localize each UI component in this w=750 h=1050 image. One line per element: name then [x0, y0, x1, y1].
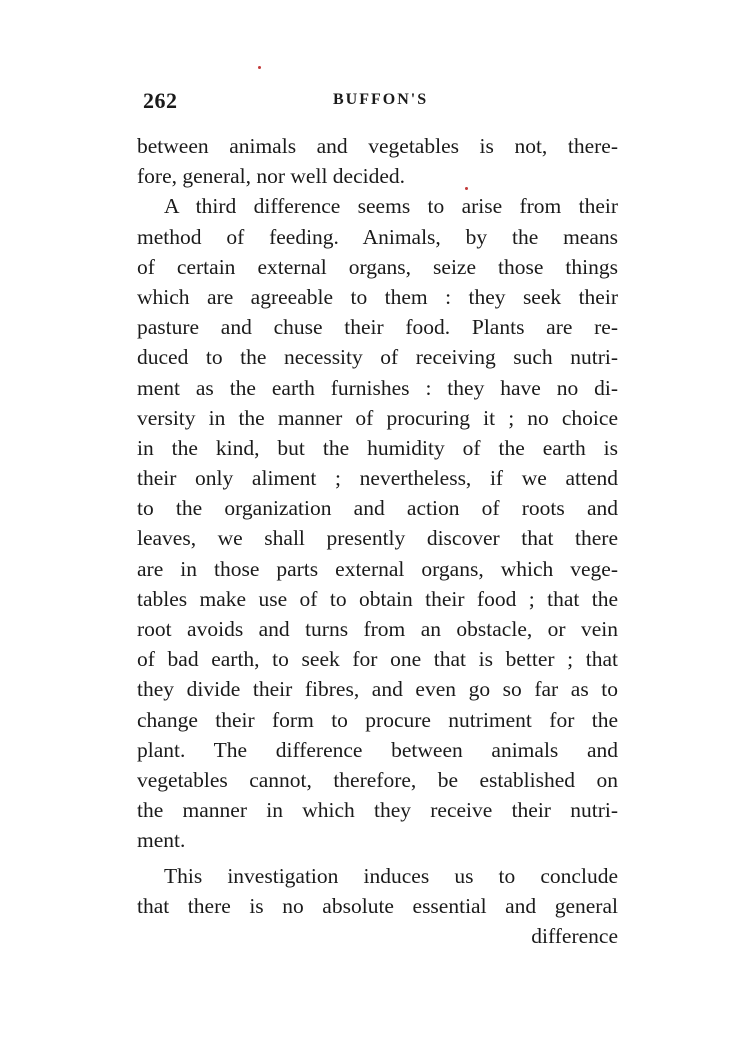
text-line: leaves, we shall presently discover that there: [137, 526, 618, 551]
page-header: [143, 88, 623, 118]
text-line: ment as the earth furnishes : they have no di-: [137, 375, 618, 400]
text-line: their only aliment ; nevertheless, if we attend: [137, 466, 618, 491]
text-line: pasture and chuse their food. Plants are re-: [137, 315, 618, 340]
text-line: which are agreeable to them : they seek their: [137, 284, 618, 309]
catchword: difference: [531, 923, 618, 948]
text-line: versity in the manner of procuring it ; no choice: [137, 405, 618, 430]
text-line: duced to the necessity of receiving such nutri-: [137, 345, 618, 370]
text-line: method of feeding. Animals, by the means: [137, 224, 618, 249]
body-text: [137, 131, 618, 951]
text-line: the manner in which they receive their nutri-: [137, 798, 618, 823]
text-line: plant. The difference between animals and: [137, 737, 618, 762]
text-line: that there is no absolute essential and general: [137, 893, 618, 918]
page-number: 262: [143, 88, 178, 113]
text-line: change their form to procure nutriment for the: [137, 707, 618, 732]
text-line: fore, general, nor well decided.: [137, 164, 406, 189]
text-line: are in those parts external organs, which vege-: [137, 556, 618, 581]
text-line: root avoids and turns from an obstacle, or vein: [137, 617, 618, 641]
text-line: to the organization and action of roots and: [137, 496, 618, 521]
text-line: of bad earth, to seek for one that is better ; that: [137, 647, 618, 672]
ink-speck: [258, 66, 261, 69]
text-line: A third difference seems to arise from their: [164, 194, 618, 219]
text-line: they divide their fibres, and even go so far as to: [137, 677, 618, 702]
running-head: BUFFON'S: [333, 91, 429, 108]
text-line: vegetables cannot, therefore, be established on: [137, 767, 618, 792]
text-line: of certain external organs, seize those things: [137, 254, 618, 279]
text-line: in the kind, but the humidity of the earth is: [137, 435, 618, 460]
ink-speck: [465, 187, 468, 190]
text-line: ment.: [137, 828, 186, 853]
text-line: tables make use of to obtain their food ; that the: [137, 586, 618, 611]
text-line: This investigation induces us to conclude: [164, 863, 618, 888]
text-line: between animals and vegetables is not, there-: [137, 134, 618, 158]
